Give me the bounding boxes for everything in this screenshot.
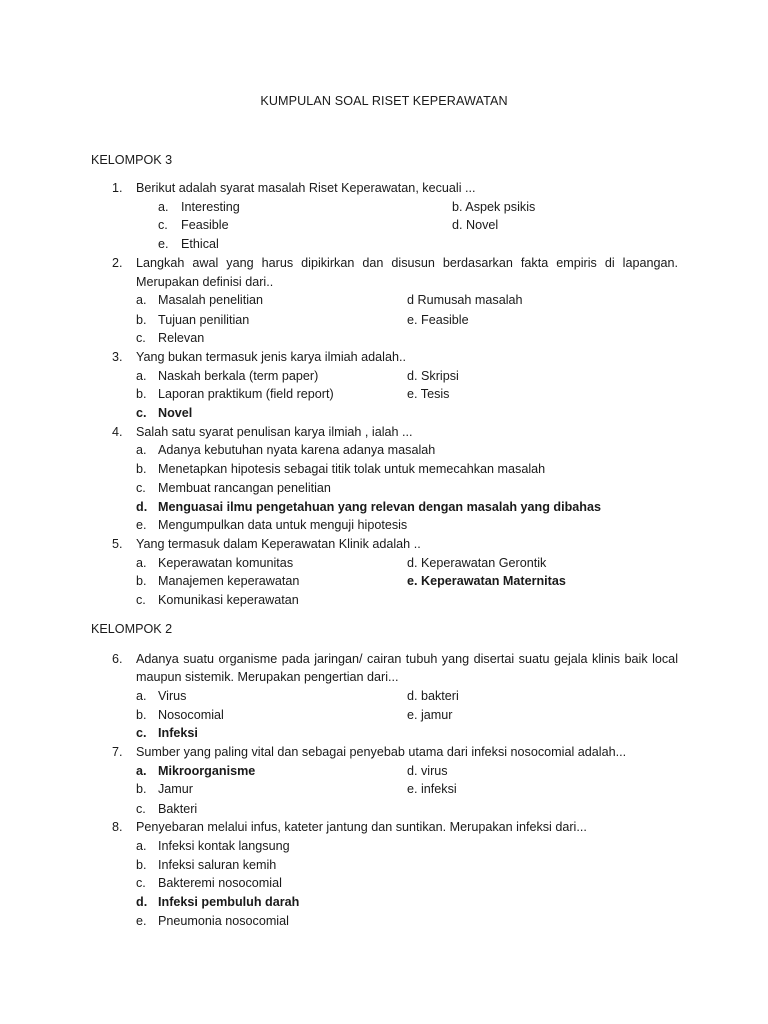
option-letter: c.	[136, 481, 146, 495]
option-letter: a.	[158, 200, 169, 214]
option-letter: e.	[158, 237, 169, 251]
option-letter: c.	[136, 331, 146, 345]
option-text: Jamur	[158, 782, 193, 796]
option-letter: c.	[158, 218, 168, 232]
option-text: e. infeksi	[407, 782, 457, 796]
question-number: 5.	[112, 537, 123, 551]
option-letter: a.	[136, 689, 147, 703]
question-number: 4.	[112, 425, 123, 439]
group-heading: KELOMPOK 2	[91, 622, 173, 636]
option-text: e. Feasible	[407, 313, 469, 327]
option-text: Novel	[158, 406, 193, 420]
option-text: Tujuan penilitian	[158, 313, 250, 327]
option-letter: c.	[136, 726, 147, 740]
option-text: Menguasai ilmu pengetahuan yang relevan dengan masalah yang dibahas	[158, 500, 602, 514]
option-text: e. Keperawatan Maternitas	[407, 574, 566, 588]
option-letter: b.	[136, 574, 147, 588]
option-letter: a.	[136, 556, 147, 570]
group-heading: KELOMPOK 3	[91, 153, 173, 167]
option-text: Bakteremi nosocomial	[158, 876, 282, 890]
option-letter: a.	[136, 293, 147, 307]
option-letter: b.	[136, 387, 147, 401]
option-text: Adanya kebutuhan nyata karena adanya masalah	[158, 443, 436, 457]
option-letter: a.	[136, 443, 147, 457]
question-text: Yang bukan termasuk jenis karya ilmiah adalah..	[136, 350, 406, 364]
question-number: 1.	[112, 181, 123, 195]
option-letter: b.	[136, 313, 147, 327]
option-text: Laporan praktikum (field report)	[158, 387, 334, 401]
option-text: Feasible	[181, 218, 229, 232]
question-number: 2.	[112, 256, 123, 270]
option-letter: e.	[136, 914, 147, 928]
option-text: d. Novel	[452, 218, 499, 232]
question-text: Salah satu syarat penulisan karya ilmiah , ialah ...	[136, 425, 413, 439]
option-text: Mengumpulkan data untuk menguji hipotesis	[158, 518, 408, 532]
option-text: Masalah penelitian	[158, 293, 264, 307]
option-text: d. Keperawatan Gerontik	[407, 556, 547, 570]
option-letter: c.	[136, 593, 146, 607]
question-number: 3.	[112, 350, 123, 364]
option-letter: c.	[136, 802, 146, 816]
question-number: 7.	[112, 745, 123, 759]
option-text: Komunikasi keperawatan	[158, 593, 299, 607]
question-text: Penyebaran melalui infus, kateter jantung dan suntikan. Merupakan infeksi dari...	[136, 820, 587, 834]
question-number: 6.	[112, 652, 123, 666]
question-text: Yang termasuk dalam Keperawatan Klinik adalah ..	[136, 537, 421, 551]
option-letter: d.	[136, 895, 148, 909]
option-text: Keperawatan komunitas	[158, 556, 294, 570]
option-text: Infeksi pembuluh darah	[158, 895, 300, 909]
question-text: Langkah awal yang harus dipikirkan dan disusun berdasarkan fakta empiris di lapangan.	[136, 256, 678, 270]
option-letter: b.	[136, 708, 147, 722]
option-letter: d.	[136, 500, 148, 514]
question-text: Sumber yang paling vital dan sebagai penyebab utama dari infeksi nosocomial adalah...	[136, 745, 627, 759]
option-letter: b.	[136, 462, 147, 476]
option-letter: a.	[136, 764, 147, 778]
option-text: d Rumusah masalah	[407, 293, 523, 307]
option-text: Membuat rancangan penelitian	[158, 481, 331, 495]
option-text: Nosocomial	[158, 708, 224, 722]
option-text: e. Tesis	[407, 387, 450, 401]
option-text: Ethical	[181, 237, 219, 251]
option-letter: c.	[136, 876, 146, 890]
option-text: Menetapkan hipotesis sebagai titik tolak untuk memecahkan masalah	[158, 462, 546, 476]
option-letter: a.	[136, 369, 147, 383]
question-text-continued: Merupakan definisi dari..	[136, 275, 274, 289]
option-text: b. Aspek psikis	[452, 200, 536, 214]
option-text: Pneumonia nosocomial	[158, 914, 289, 928]
option-text: Relevan	[158, 331, 205, 345]
question-text: Adanya suatu organisme pada jaringan/ cairan tubuh yang disertai suatu gejala klinis baik local	[136, 652, 678, 666]
option-text: Infeksi	[158, 726, 198, 740]
option-letter: b.	[136, 858, 147, 872]
option-text: d. bakteri	[407, 689, 459, 703]
option-text: e. jamur	[407, 708, 453, 722]
option-text: Interesting	[181, 200, 240, 214]
document-title: KUMPULAN SOAL RISET KEPERAWATAN	[260, 94, 508, 108]
question-number: 8.	[112, 820, 123, 834]
option-text: d. virus	[407, 764, 448, 778]
question-text-continued: maupun sistemik. Merupakan pengertian dari...	[136, 670, 399, 684]
option-text: Mikroorganisme	[158, 764, 256, 778]
option-text: Manajemen keperawatan	[158, 574, 300, 588]
option-text: Naskah berkala (term paper)	[158, 369, 319, 383]
option-text: d. Skripsi	[407, 369, 459, 383]
option-letter: b.	[136, 782, 147, 796]
option-letter: e.	[136, 518, 147, 532]
option-letter: c.	[136, 406, 147, 420]
option-text: Infeksi kontak langsung	[158, 839, 290, 853]
question-text: Berikut adalah syarat masalah Riset Keperawatan, kecuali ...	[136, 181, 476, 195]
option-text: Virus	[158, 689, 187, 703]
option-text: Bakteri	[158, 802, 198, 816]
option-text: Infeksi saluran kemih	[158, 858, 277, 872]
option-letter: a.	[136, 839, 147, 853]
